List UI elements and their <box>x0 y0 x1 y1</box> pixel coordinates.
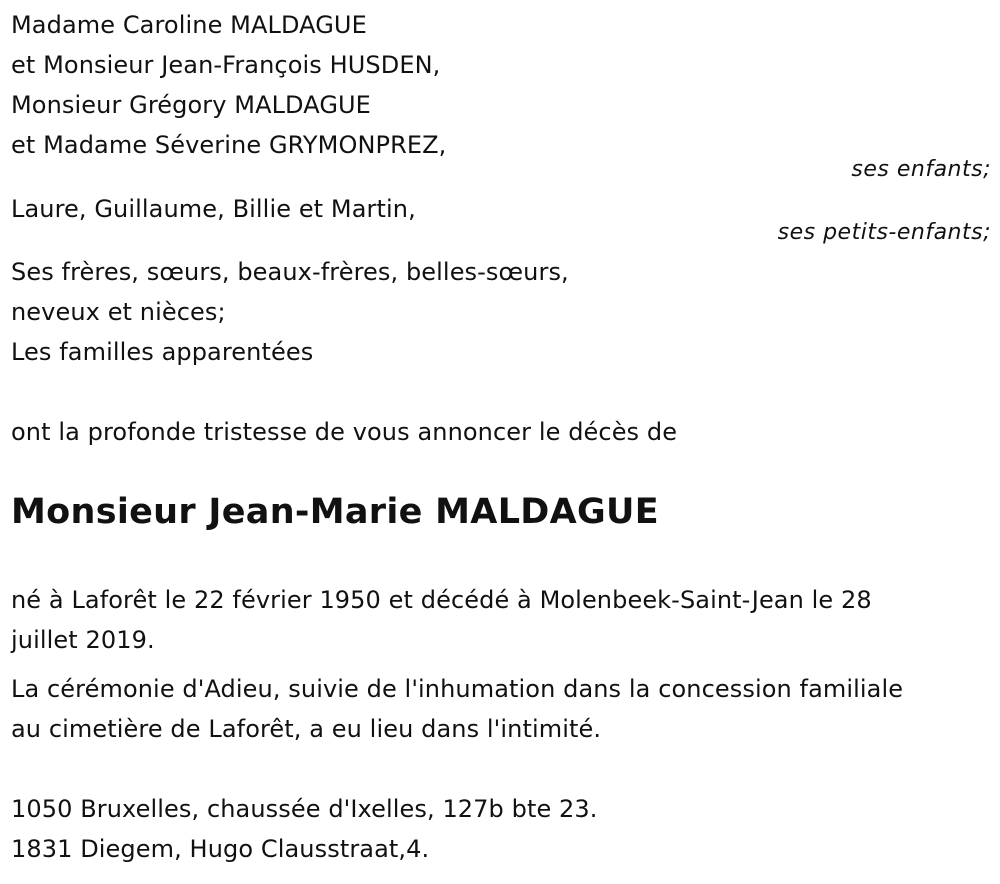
child-line-4: et Madame Séverine GRYMONPREZ, <box>11 131 447 159</box>
children-role-label: ses enfants; <box>851 157 991 182</box>
ceremony-line-2: au cimetière de Laforêt, a eu lieu dans l'intimité. <box>11 715 602 743</box>
child-line-1: Madame Caroline MALDAGUE <box>11 11 367 39</box>
relatives-line-2: neveux et nièces; <box>11 298 226 326</box>
ceremony-line-1: La cérémonie d'Adieu, suivie de l'inhumation dans la concession familiale <box>11 675 904 703</box>
deceased-name: Monsieur Jean-Marie MALDAGUE <box>11 492 659 532</box>
address-line-1: 1050 Bruxelles, chaussée d'Ixelles, 127b bte 23. <box>11 795 598 823</box>
grandchildren-role-label: ses petits-enfants; <box>777 220 991 245</box>
announcement-text: ont la profonde tristesse de vous annoncer le décès de <box>11 418 678 446</box>
grandchildren-line: Laure, Guillaume, Billie et Martin, <box>11 195 416 223</box>
address-line-2: 1831 Diegem, Hugo Clausstraat,4. <box>11 835 430 863</box>
birth-death-line-2: juillet 2019. <box>11 626 155 654</box>
child-line-3: Monsieur Grégory MALDAGUE <box>11 91 371 119</box>
child-line-2: et Monsieur Jean-François HUSDEN, <box>11 51 441 79</box>
birth-death-line-1: né à Laforêt le 22 février 1950 et décédé à Molenbeek-Saint-Jean le 28 <box>11 586 872 614</box>
relatives-line-1: Ses frères, sœurs, beaux-frères, belles-sœurs, <box>11 258 569 286</box>
relatives-line-3: Les familles apparentées <box>11 338 314 366</box>
